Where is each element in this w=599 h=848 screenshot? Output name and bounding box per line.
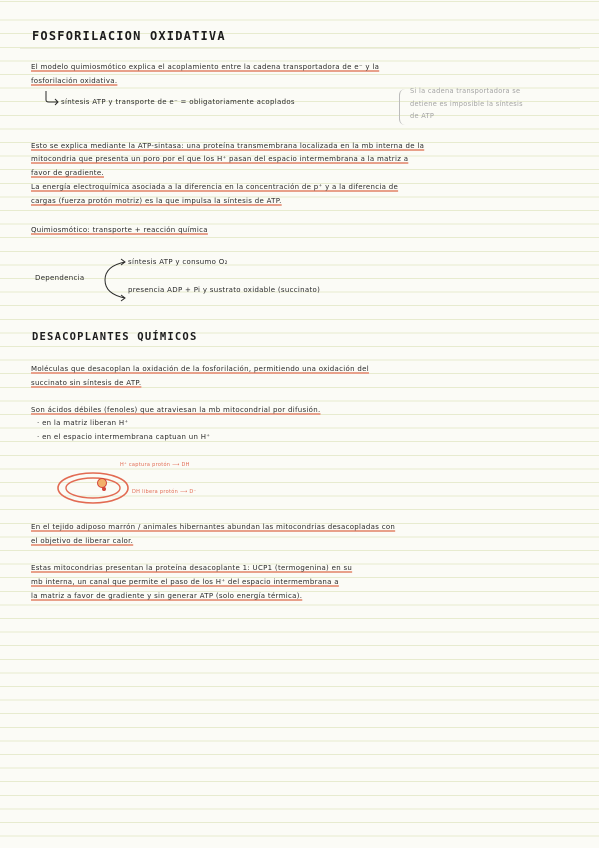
s2-para4-line: Estas mitocondrias presentan la proteína desacoplante 1: UCP1 (termogenina) en su <box>31 564 353 572</box>
s2-para4-line: la matriz a favor de gradiente y sin generar ATP (solo energía térmica). <box>31 592 303 600</box>
para2-line: La energía electroquímica asociada a la diferencia en la concentración de p⁺ y a la diferencia de <box>31 183 399 191</box>
section-title-desacoplantes: DESACOPLANTES QUÍMICOS <box>32 331 198 343</box>
title-rule <box>20 48 580 49</box>
dependencia-label: Dependencia <box>35 274 85 282</box>
quimiosmotico-def: Quimiosmótico: transporte + reacción química <box>31 226 208 234</box>
s2-para4-line: mb interna, un canal que permite el paso de los H⁺ del espacio intermembrana a <box>31 578 339 586</box>
sidenote-line: detiene es imposible la síntesis <box>410 99 523 108</box>
intro-line-2: fosforilación oxidativa. <box>31 77 118 85</box>
diagram-label-release: DH libera protón ⟶ D⁻ <box>132 489 197 495</box>
sidenote-bracket <box>399 89 405 125</box>
diagram-label-capture: H⁺ captura protón ⟶ DH <box>120 462 190 468</box>
s2-para2: Son ácidos débiles (fenoles) que atraviesan la mb mitocondrial por difusión. <box>31 406 321 414</box>
s2-para1-line: Moléculas que desacoplan la oxidación de la fosforilación, permitiendo una oxidación del <box>31 365 369 373</box>
sidenote-line: de ATP <box>410 112 435 120</box>
dependencia-item: presencia ADP + Pi y sustrato oxidable (succinato) <box>128 286 321 294</box>
bullet-item: · en el espacio intermembrana captuan un H⁺ <box>37 433 211 441</box>
sidenote-line: Si la cadena transportadora se <box>410 87 521 95</box>
s2-para3-line: En el tejido adiposo marrón / animales hibernantes abundan las mitocondrias desacopladas con <box>31 523 396 531</box>
coupling-statement: síntesis ATP y transporte de e⁻ = obligatoriamente acoplados <box>61 98 295 106</box>
section-title-fosforilacion: FOSFORILACION OXIDATIVA <box>32 29 226 43</box>
para1-line: Esto se explica mediante la ATP-sintasa: una proteína transmembrana localizada en la mb interna de la <box>31 142 425 150</box>
hook-arrow-icon <box>44 90 60 106</box>
mitochondria-diagram <box>55 467 135 507</box>
para2-line: cargas (fuerza protón motriz) es la que impulsa la síntesis de ATP. <box>31 197 282 205</box>
intro-line-1: El modelo quimiosmótico explica el acoplamiento entre la cadena transportadora de e⁻ y la <box>31 63 380 71</box>
s2-para1-line: succinato sin síntesis de ATP. <box>31 379 142 387</box>
para1-line: favor de gradiente. <box>31 169 104 177</box>
para1-line: mitocondria que presenta un poro por el que los H⁺ pasan del espacio intermembrana a la matriz a <box>31 155 409 163</box>
sidenote <box>410 85 596 123</box>
bullet-item: · en la matriz liberan H⁺ <box>37 419 129 427</box>
dependencia-item: síntesis ATP y consumo O₂ <box>128 258 228 266</box>
brace-arrows-icon <box>101 258 131 302</box>
s2-para3-line: el objetivo de liberar calor. <box>31 537 134 545</box>
